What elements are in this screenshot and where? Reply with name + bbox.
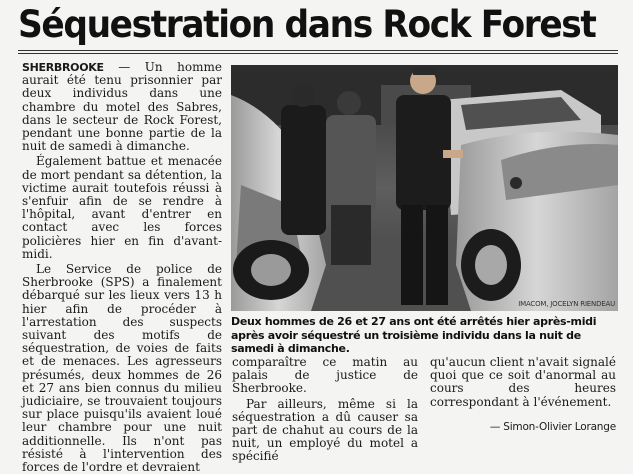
police-arrest-photo xyxy=(231,65,618,311)
paragraph: comparaître ce matin au palais de justice de Sherbrooke. xyxy=(232,355,418,396)
headline-rule-top xyxy=(18,50,618,51)
news-photo xyxy=(231,65,618,311)
article-column-2 xyxy=(232,356,418,464)
photo-caption: Deux hommes de 26 et 27 ans ont été arrêtés hier après-midi après avoir séquestré un troisième individu dans la nuit de samedi à dimanche. xyxy=(231,315,597,355)
paragraph: Également battue et menacée de mort pendant sa détention, la victime aurait toutefois réussi à s'enfuir afin de se rendre à l'hôpital, avant d'entrer en contact avec les forces policières hier en fin d'avant-midi. xyxy=(22,154,222,261)
paragraph: Le Service de police de Sherbrooke (SPS) a finalement débarqué sur les lieux vers 13 h hier afin de procéder à l'arrestation des suspects suivant des motifs de séquestration, de voies de faits et de menaces. Les agresseurs présumés, deux hommes de 26 et 27 ans bien connus du milieu judiciaire, se trouvaient toujours sur place puisqu'ils avaient loué leur chambre pour une nuit additionnelle. Ils n'ont pas résisté à l'intervention des forces de l'ordre et devraient xyxy=(22,262,222,474)
headline-rule-bottom xyxy=(18,53,618,54)
author-signature: — Simon-Olivier Lorange xyxy=(489,421,616,433)
headline: Séquestration dans Rock Forest xyxy=(18,3,596,46)
paragraph: qu'aucun client n'avait signalé quoi que ce soit d'anormal au cours des heures correspondant à l'événement. xyxy=(430,355,616,409)
paragraph: Par ailleurs, même si la séquestration a dû causer sa part de chahut au cours de la nuit, un employé du motel a spécifié xyxy=(232,396,418,464)
lead-paragraph xyxy=(22,61,222,153)
lead-text: — Un homme aurait été tenu prisonnier par deux individus dans une chambre du motel des Sabres, dans le secteur de Rock Forest, pendant une bonne partie de la nuit de samedi à dimanche. xyxy=(22,60,222,154)
article-column-3 xyxy=(430,356,616,409)
article-column-1 xyxy=(22,61,222,474)
photo-credit: IMACOM, JOCELYN RIENDEAU xyxy=(518,300,615,308)
dateline: SHERBROOKE xyxy=(22,61,104,74)
